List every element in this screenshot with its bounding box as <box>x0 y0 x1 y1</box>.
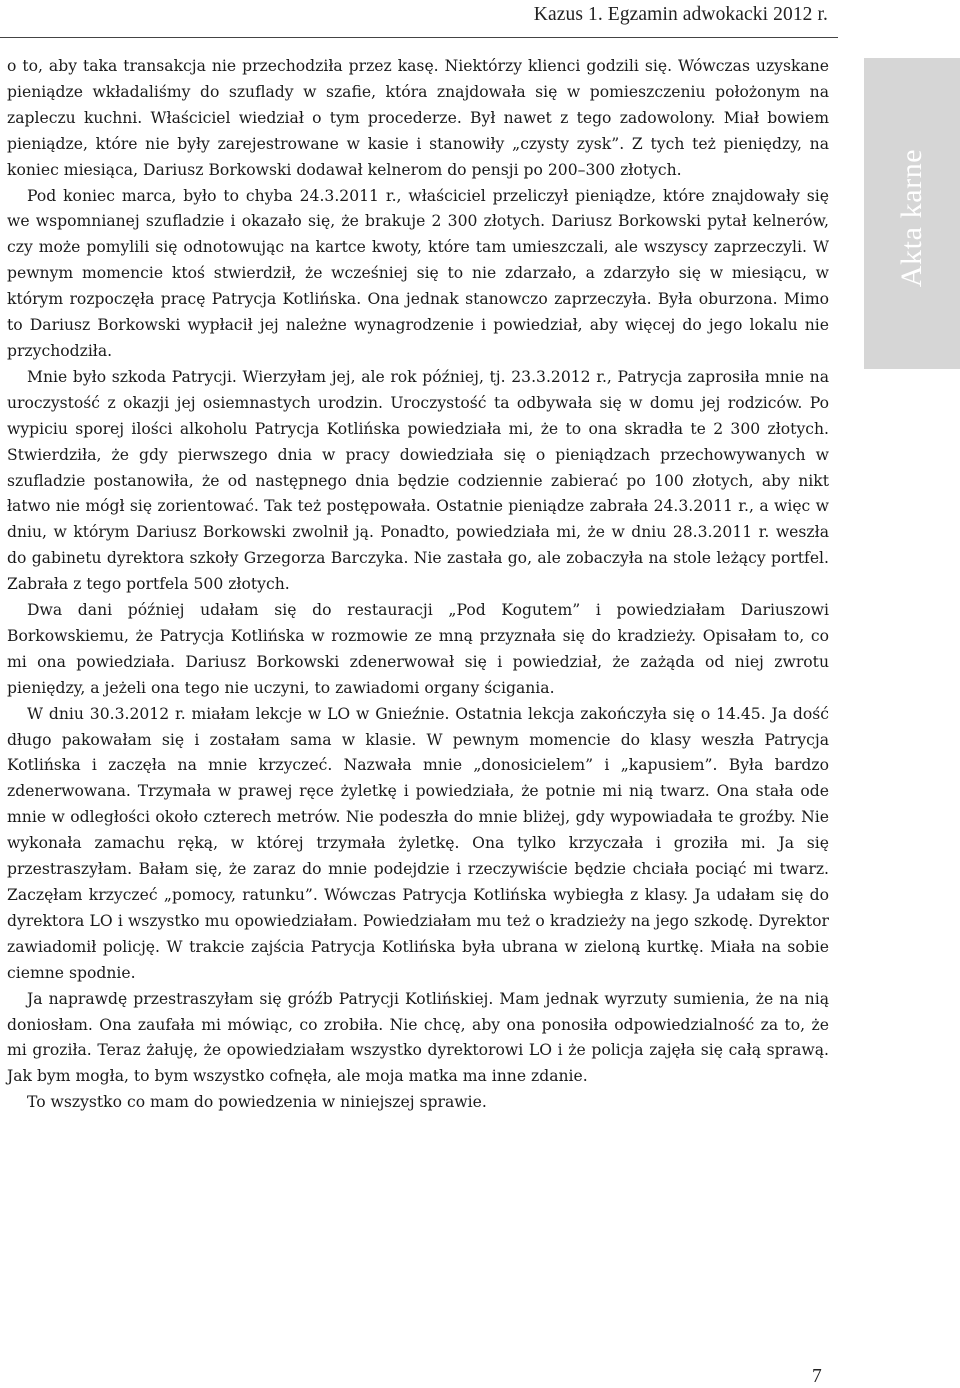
paragraph-7: To wszystko co mam do powiedzenia w niniejszej sprawie. <box>27 1093 487 1112</box>
section-side-tab <box>864 58 960 369</box>
body-text <box>7 54 829 1116</box>
paragraph-5: W dniu 30.3.2012 r. miałam lekcje w LO w Gnieźnie. Ostatnia lekcja zakończyła się o 14.45. Ja dość długo pakowałam się i zostałam sama w klasie. W pewnym momencie do klasy weszła Patrycja Kotlińska i zaczęła na mnie krzyczeć. Nazwała mnie „donosicielem” i „kapusiem”. Była bardzo zdenerwowana. Trzymała w prawej ręce żyletkę i powiedziała, że potnie mi nią twarz. Ona stała ode mnie w odległości około czterech metrów. Nie podeszła do mnie bliżej, gdy wypowiadała te groźby. Nie wykonała zamachu ręką, w której trzymała żyletkę. Ona tylko krzyczała i groziła mi. Ja się przestraszyłam. Bałam się, że zaraz do mnie podejdzie i rzeczywiście będzie chciała pociąć mi twarz. Zaczęłam krzyczeć „pomocy, ratunku”. Wówczas Patrycja Kotlińska wybiegła z klasy. Ja udałam się do dyrektora LO i wszystko mu opowiedziałam. Powiedziałam mu też o kradzieży na jego szkodę. Dyrektor zawiadomił policję. W trakcie zajścia Patrycja Kotlińska była ubrana w zieloną kurtkę. Miała na sobie ciemne spodnie. <box>7 704 829 982</box>
running-header: Kazus 1. Egzamin adwokacki 2012 r. <box>533 4 828 25</box>
paragraph-4: Dwa dani później udałam się do restauracji „Pod Kogutem” i powiedziałam Dariuszowi Borkowskiemu, że Patrycja Kotlińska w rozmowie ze mną przyznała się do kradzieży. Opisałam to, co mi ona powiedziała. Dariusz Borkowski zdenerwował się i powiedział, że zażąda od niej zwrotu pieniędzy, a jeżeli ona tego nie uczyni, to zawiadomi organy ścigania. <box>7 601 829 697</box>
paragraph-2: Pod koniec marca, było to chyba 24.3.2011 r., właściciel przeliczył pieniądze, które znajdowały się we wspomnianej szufladzie i okazało się, że brakuje 2 300 złotych. Dariusz Borkowski pytał kelnerów, czy może pomylili się odnotowując na kartce kwoty, które tam umieszczali, ale wszyscy zaprzeczyli. W pewnym momencie ktoś stwierdził, że wcześniej się to nie zdarzało, a zdarzyło się w miesiącu, w którym rozpoczęła pracę Patrycja Kotlińska. Ona jednak stanowczo zaprzeczyła. Była oburzona. Mimo to Dariusz Borkowski wypłacił jej należne wynagrodzenie i powiedział, aby więcej do jego lokalu nie przychodziła. <box>7 186 829 360</box>
paragraph-1: o to, aby taka transakcja nie przechodziła przez kasę. Niektórzy klienci godzili się. Wówczas uzyskane pieniądze wkładaliśmy do szuflady w szafie, która znajdowała się w pomieszczeniu położonym na zapleczu kuchni. Właściciel wiedział o tym procederze. Był nawet z tego zadowolony. Miał bowiem pieniądze, które nie były zarejestrowane w kasie i stanowiły „czysty zysk”. Z tych też pieniędzy, na koniec miesiąca, Dariusz Borkowski dodawał kelnerom do pensji po 200–300 złotych. <box>7 57 829 179</box>
paragraph-6: Ja naprawdę przestraszyłam się gróźb Patrycji Kotlińskiej. Mam jednak wyrzuty sumienia, że na nią doniosłam. Ona zaufała mi mówiąc, co zrobiła. Nie chcę, aby ona ponosiła odpowiedzialność za to, że mi groziła. Teraz żałuję, że opowiedziałam wszystko dyrektorowi LO i że policja zajęła się całą sprawą. Jak bym mogła, to bym wszystko cofnęła, ale moja matka ma inne zdanie. <box>7 989 829 1086</box>
page-number: 7 <box>812 1366 822 1387</box>
section-side-tab-label: Akta karne <box>895 148 928 288</box>
header-rule <box>0 37 838 38</box>
paragraph-3: Mnie było szkoda Patrycji. Wierzyłam jej, ale rok później, tj. 23.3.2012 r., Patrycja zaprosiła mnie na uroczystość z okazji jej osiemnastych urodzin. Uroczystość ta odbywała się w domu jej rodziców. Po wypiciu sporej ilości alkoholu Patrycja Kotlińska powiedziała mi, że to ona skradła te 2 300 złotych. Stwierdziła, że gdy pierwszego dnia w pracy dowiedziała się o pieniądzach przechowywanych w szufladzie postanowiła, że od następnego dnia będzie codziennie zabierać po 100 złotych, aby nikt łatwo nie mógł się zorientować. Tak też postępowała. Ostatnie pieniądze zabrała 24.3.2011 r., a więc w dniu, w którym Dariusz Borkowski zwolnił ją. Ponadto, powiedziała mi, że w dniu 28.3.2011 r. weszła do gabinetu dyrektora szkoły Grzegorza Barczyka. Nie zastała go, ale zobaczyła na stole leżący portfel. Zabrała z tego portfela 500 złotych. <box>7 367 829 594</box>
